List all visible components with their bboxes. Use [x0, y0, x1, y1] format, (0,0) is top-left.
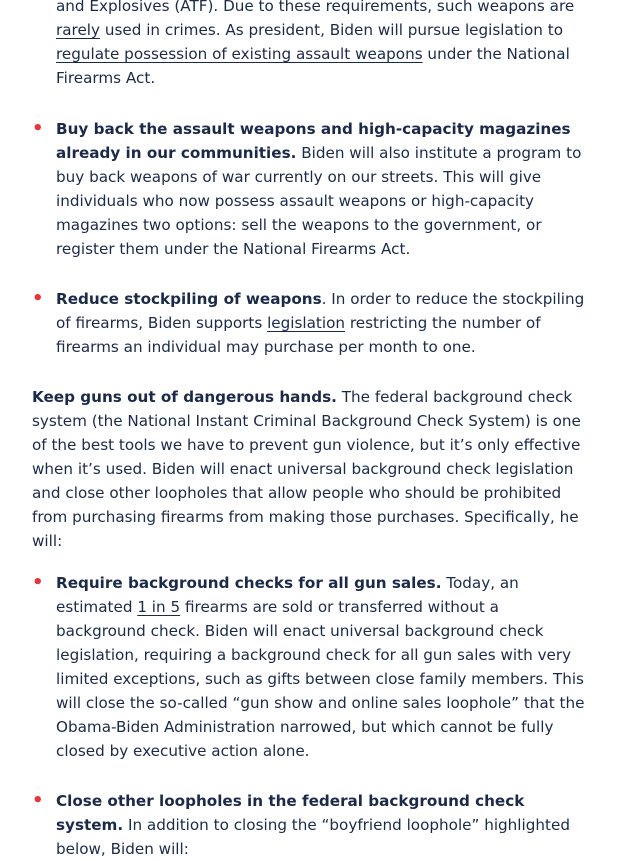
dangerous-hands-paragraph: Keep guns out of dangerous hands. The federal background check system (the National Instant Criminal Background Check System) is one of the best tools we have to prevent gun violence, but it’s only effective when it’s used. Biden will enact universal background check legislation and close other loopholes that allow people who should be prohibited from purchasing firearms from making those purchases. Specifically, he will: — [32, 388, 581, 550]
bullet-lead: Close other loopholes in the federal background check system. — [56, 792, 525, 834]
list-item — [0, 571, 620, 763]
bullet-lead: Buy back the assault weapons and high-capacity magazines already in our communities. — [56, 120, 571, 162]
list-item — [0, 789, 620, 861]
assault-weapons-list — [0, 0, 620, 90]
paragraph-lead: Keep guns out of dangerous hands. — [32, 388, 337, 406]
list-item — [0, 287, 620, 359]
bullet-marker-icon: • — [32, 288, 44, 309]
rarely-link[interactable]: rarely — [56, 21, 101, 39]
bullet-marker-icon: • — [32, 572, 44, 593]
list-item — [0, 0, 620, 90]
bullet-lead: Reduce stockpiling of weapons — [56, 290, 322, 308]
bullet-text: Reduce stockpiling of weapons. In order to reduce the stockpiling of firearms, Biden supports legislation restricting the number of firearms an individual may purchase per month to one. — [56, 290, 585, 356]
background-check-list — [0, 571, 620, 861]
bullet-text: Buy back the assault weapons and high-capacity magazines already in our communities. Biden will also institute a program to buy back weapons of war currently on our streets. This will give individuals who now possess assault weapons or high-capacity magazines two options: sell the weapons to the government, or register them under the National Firearms Act. — [56, 120, 582, 258]
list-item — [0, 117, 620, 261]
regulate-possession-link[interactable]: regulate possession of existing assault weapons — [56, 45, 423, 63]
bullet-text: Require background checks for all gun sales. Today, an estimated 1 in 5 firearms are sold or transferred without a background check. Biden will enact universal background check legislation, requiring a background check for all gun sales with very limited exceptions, such as gifts between close family members. This will close the so-called “gun show and online sales loophole” that the Obama-Biden Administration narrowed, but which cannot be fully closed by executive action alone. — [56, 574, 585, 760]
bullet-lead: Require background checks for all gun sales. — [56, 574, 442, 592]
bullet-text: Close other loopholes in the federal background check system. In addition to closing the “boyfriend loophole” highlighted below, Biden will: — [56, 792, 570, 858]
bullet-marker-icon: • — [32, 118, 44, 139]
stockpiling-list — [0, 287, 620, 359]
bullet-marker-icon: • — [32, 790, 44, 811]
buyback-list — [0, 117, 620, 261]
legislation-link[interactable]: legislation — [267, 314, 346, 332]
one-in-five-link[interactable]: 1 in 5 — [137, 598, 181, 616]
bullet-text: and Explosives (ATF). Due to these requirements, such weapons are rarely used in crimes. As president, Biden will pursue legislation to regulate possession of existing assault weapons under the National Firearms Act. — [56, 0, 575, 87]
